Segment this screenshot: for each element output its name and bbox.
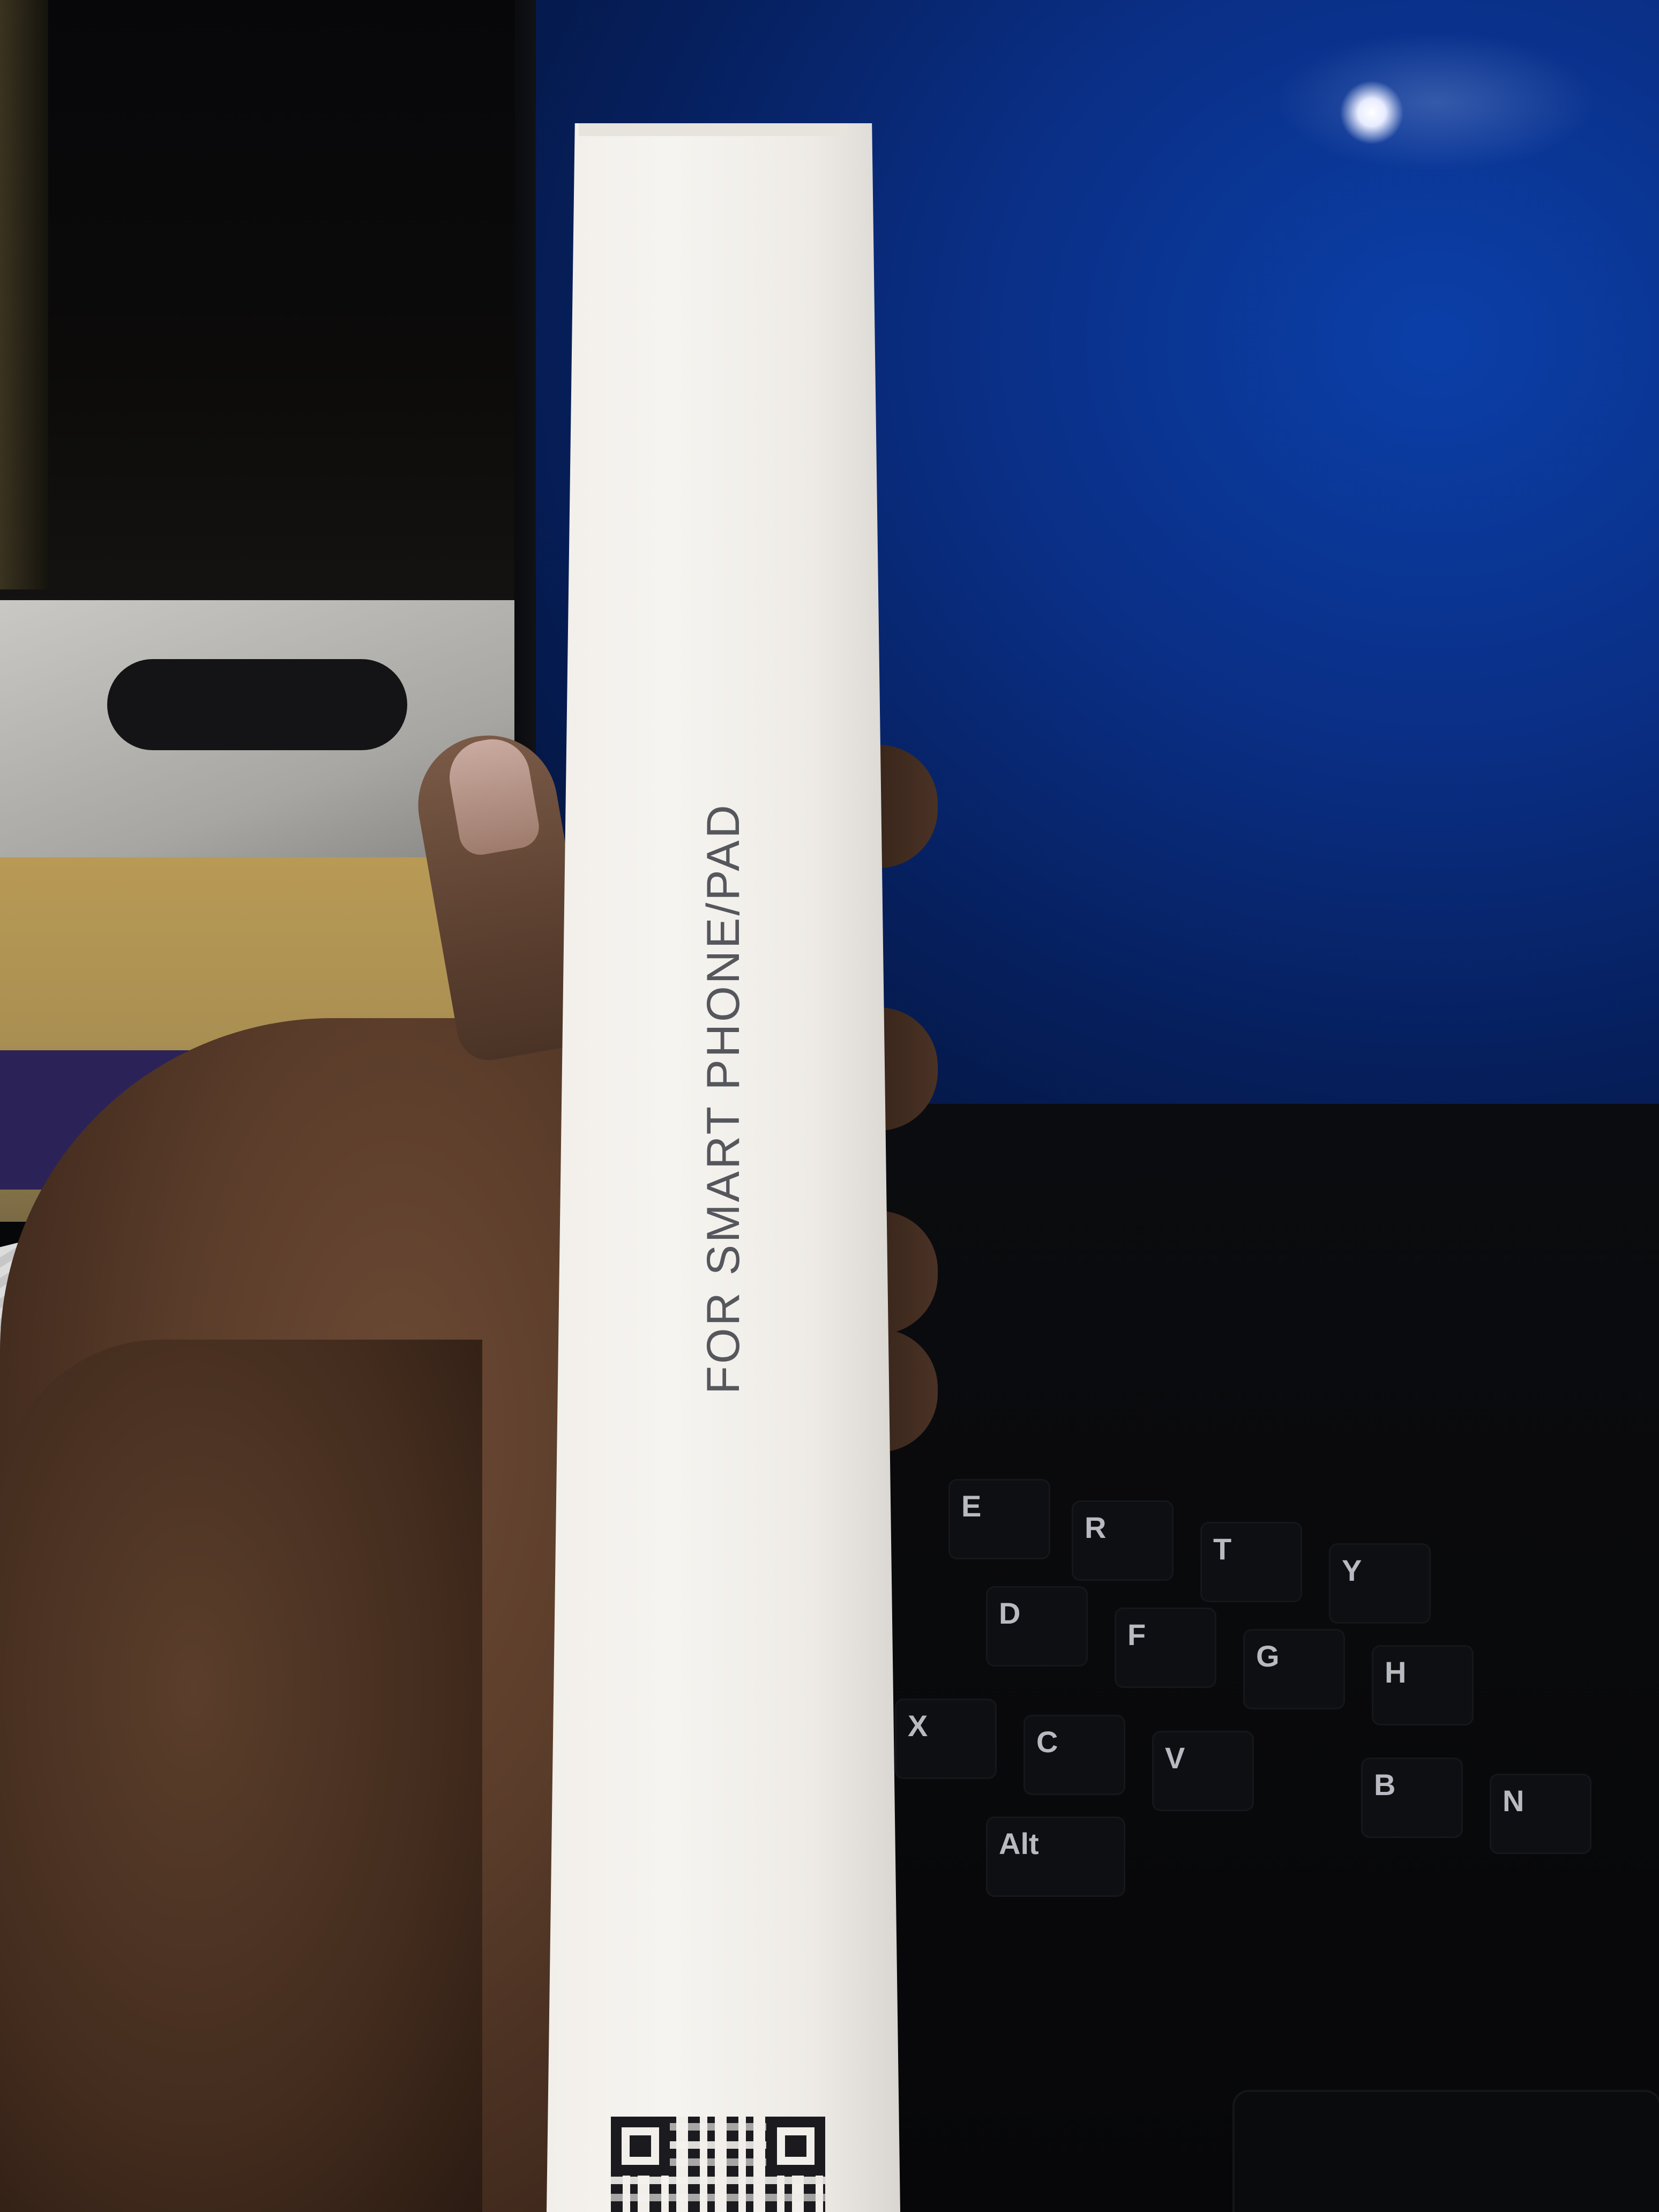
key-b: B <box>1361 1758 1463 1838</box>
key-h: H <box>1372 1645 1474 1725</box>
key-r: R <box>1072 1500 1174 1581</box>
key-f: F <box>1115 1608 1216 1688</box>
background-wall-edge <box>0 0 48 589</box>
background-shelf <box>0 0 514 611</box>
key-n: N <box>1490 1774 1591 1854</box>
background-dark-object <box>107 659 407 750</box>
screen-reflection <box>1275 32 1597 171</box>
key-t: T <box>1200 1522 1302 1602</box>
qr-finder-right <box>766 2117 825 2176</box>
box-top-edge <box>579 123 847 136</box>
key-y: Y <box>1329 1543 1431 1624</box>
key-c: C <box>1023 1715 1125 1795</box>
forearm <box>0 1340 482 2212</box>
qr-finder-left <box>611 2117 670 2176</box>
key-alt: Alt <box>986 1817 1125 1897</box>
light-glare <box>1340 80 1404 145</box>
key-g: G <box>1243 1629 1345 1709</box>
box-label: FOR SMART PHONE/PAD <box>698 803 749 1394</box>
key-v: V <box>1152 1731 1254 1811</box>
laptop-touchpad <box>1232 2090 1659 2212</box>
key-e: E <box>948 1479 1050 1559</box>
key-d: D <box>986 1586 1088 1667</box>
key-x: X <box>895 1699 997 1779</box>
laptop-keyboard <box>879 1104 1659 2212</box>
